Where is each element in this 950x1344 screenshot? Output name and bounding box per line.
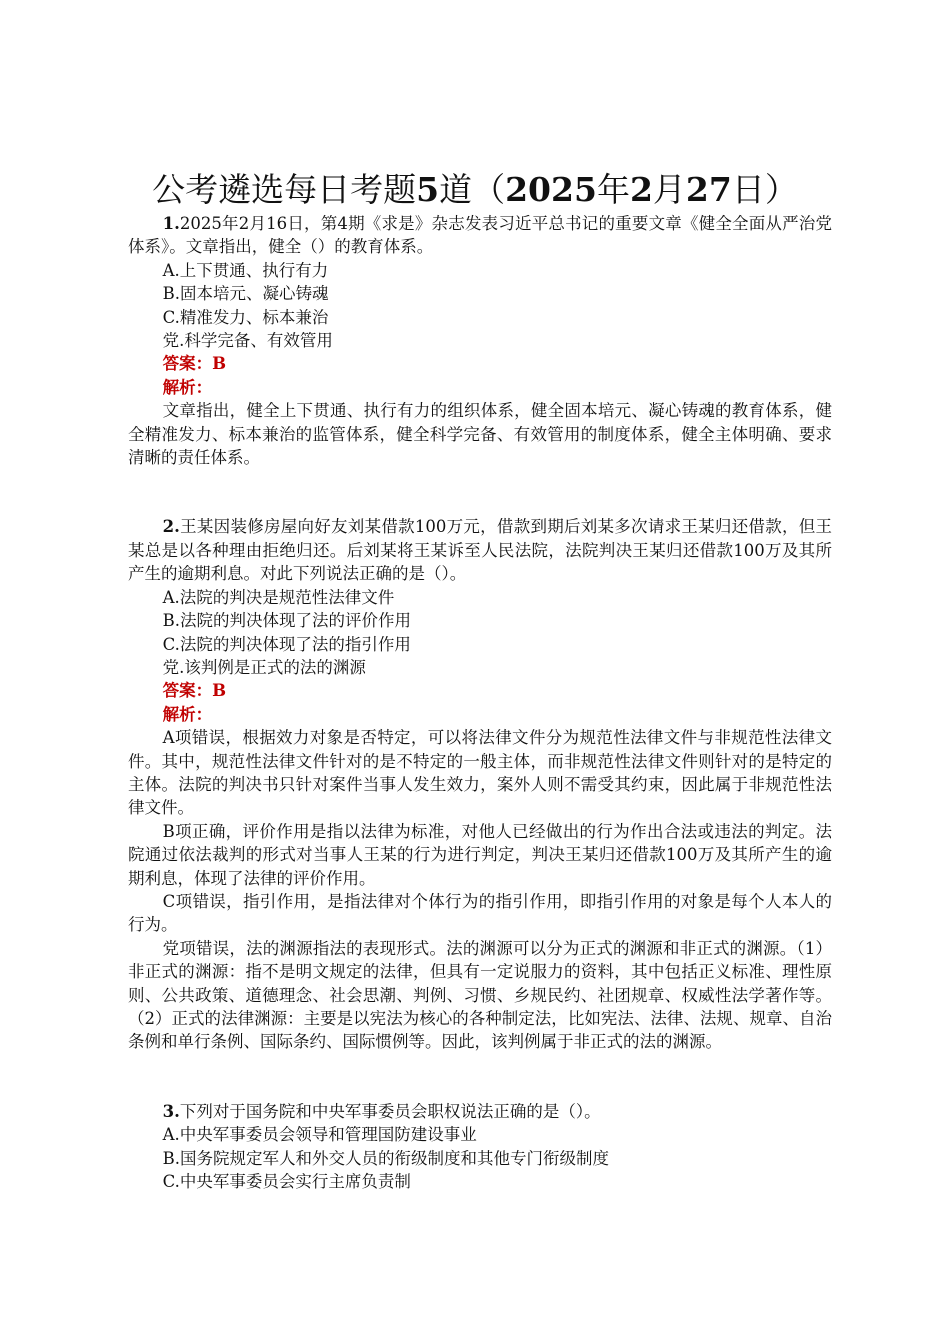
question-number: 3. <box>162 1101 180 1121</box>
question-number: 1. <box>162 214 180 233</box>
question-stem <box>128 515 832 585</box>
title-month-unit: 月 <box>652 170 686 209</box>
title-year-unit: 年 <box>596 170 630 209</box>
option-b: B.国务院规定军人和外交人员的衔级制度和其他专门衔级制度 <box>162 1148 610 1168</box>
answer-label: 答案：B <box>162 354 227 374</box>
option-a: A.中央军事委员会领导和管理国防建设事业 <box>162 1125 477 1145</box>
option-c: C.中央军事委员会实行主席负责制 <box>162 1172 411 1192</box>
option-c: C.法院的判决体现了法的指引作用 <box>162 634 411 654</box>
analysis-label: 解析： <box>162 377 213 397</box>
title-year: 2025 <box>505 170 597 209</box>
page-title <box>0 168 950 212</box>
question-1 <box>128 212 832 469</box>
analysis-paragraph: 文章指出，健全上下贯通、执行有力的组织体系，健全固本培元、凝心铸魂的教育体系，健全精准发力、标本兼治的监管体系，健全科学完备、有效管用的制度体系，健全主体明确、要求清晰的责任体系。 <box>128 401 832 468</box>
option-c: C.精准发力、标本兼治 <box>162 307 329 327</box>
analysis-paragraph: A项错误，根据效力对象是否特定，可以将法律文件分为规范性法律文件与非规范性法律文件。其中，规范性法律文件针对的是不特定的一般主体，而非规范性法律文件则针对的是特定的主体。法院的判决书只针对案件当事人发生效力，案外人则不需受其约束，因此属于非规范性法律文件。 <box>128 728 832 818</box>
analysis-label: 解析： <box>162 704 213 724</box>
question-stem <box>128 212 832 259</box>
question-stem <box>128 1100 832 1123</box>
analysis-paragraph: 党项错误，法的渊源指法的表现形式。法的渊源可以分为正式的渊源和非正式的渊源。（1）非正式的渊源：指不是明文规定的法律，但具有一定说服力的资料，其中包括正义标准、理性原则、公共政策、道德理念、社会思潮、判例、习惯、乡规民约、社团规章、权威性法学著作等。（2）正式的法律渊源：主要是以宪法为核心的各种制定法，比如宪法、法律、法规、规章、自治条例和单行条例、国际条约、国际惯例等。因此，该判例属于非正式的法的渊源。 <box>128 938 832 1052</box>
question-text: 下列对于国务院和中央军事委员会职权说法正确的是（）。 <box>179 1101 601 1121</box>
option-d: 党.该判例是正式的法的渊源 <box>162 657 366 677</box>
title-count: 5 <box>416 170 440 209</box>
answer-label: 答案：B <box>162 681 227 701</box>
document-content <box>128 212 832 1193</box>
option-a: A.法院的判决是规范性法律文件 <box>162 587 395 607</box>
option-b: B.法院的判决体现了法的评价作用 <box>162 611 412 631</box>
spacer <box>128 469 832 515</box>
title-month: 2 <box>629 170 653 209</box>
analysis-paragraph: B项正确，评价作用是指以法律为标准，对他人已经做出的行为作出合法或违法的判定。法院通过依法裁判的形式对当事人王某的行为进行判定，判决王某归还借款100万及其所产生的逾期利息，体现了法律的评价作用。 <box>128 821 832 888</box>
analysis-paragraph: C项错误，指引作用，是指法律对个体行为的指引作用，即指引作用的对象是每个人本人的行为。 <box>128 891 832 935</box>
question-3 <box>128 1100 832 1194</box>
question-2 <box>128 515 832 1053</box>
question-text: 2025年2月16日，第4期《求是》杂志发表习近平总书记的重要文章《健全全面从严治党体系》。文章指出，健全（）的教育体系。 <box>128 214 832 257</box>
title-mid: 道（ <box>439 170 506 209</box>
question-number: 2. <box>162 517 180 537</box>
option-b: B.固本培元、凝心铸魂 <box>162 284 329 304</box>
title-prefix: 公考遴选每日考题 <box>152 170 417 209</box>
title-day: 27 <box>685 170 732 209</box>
question-text: 王某因装修房屋向好友刘某借款100万元，借款到期后刘某多次请求王某归还借款，但王某总是以各种理由拒绝归还。后刘某将王某诉至人民法院，法院判决王某归还借款100万及其所产生的逾期利息。对此下列说法正确的是（）。 <box>128 517 832 584</box>
option-d: 党.科学完备、有效管用 <box>162 331 333 351</box>
title-end: 日） <box>731 170 798 209</box>
option-a: A.上下贯通、执行有力 <box>162 260 329 280</box>
spacer <box>128 1054 832 1100</box>
